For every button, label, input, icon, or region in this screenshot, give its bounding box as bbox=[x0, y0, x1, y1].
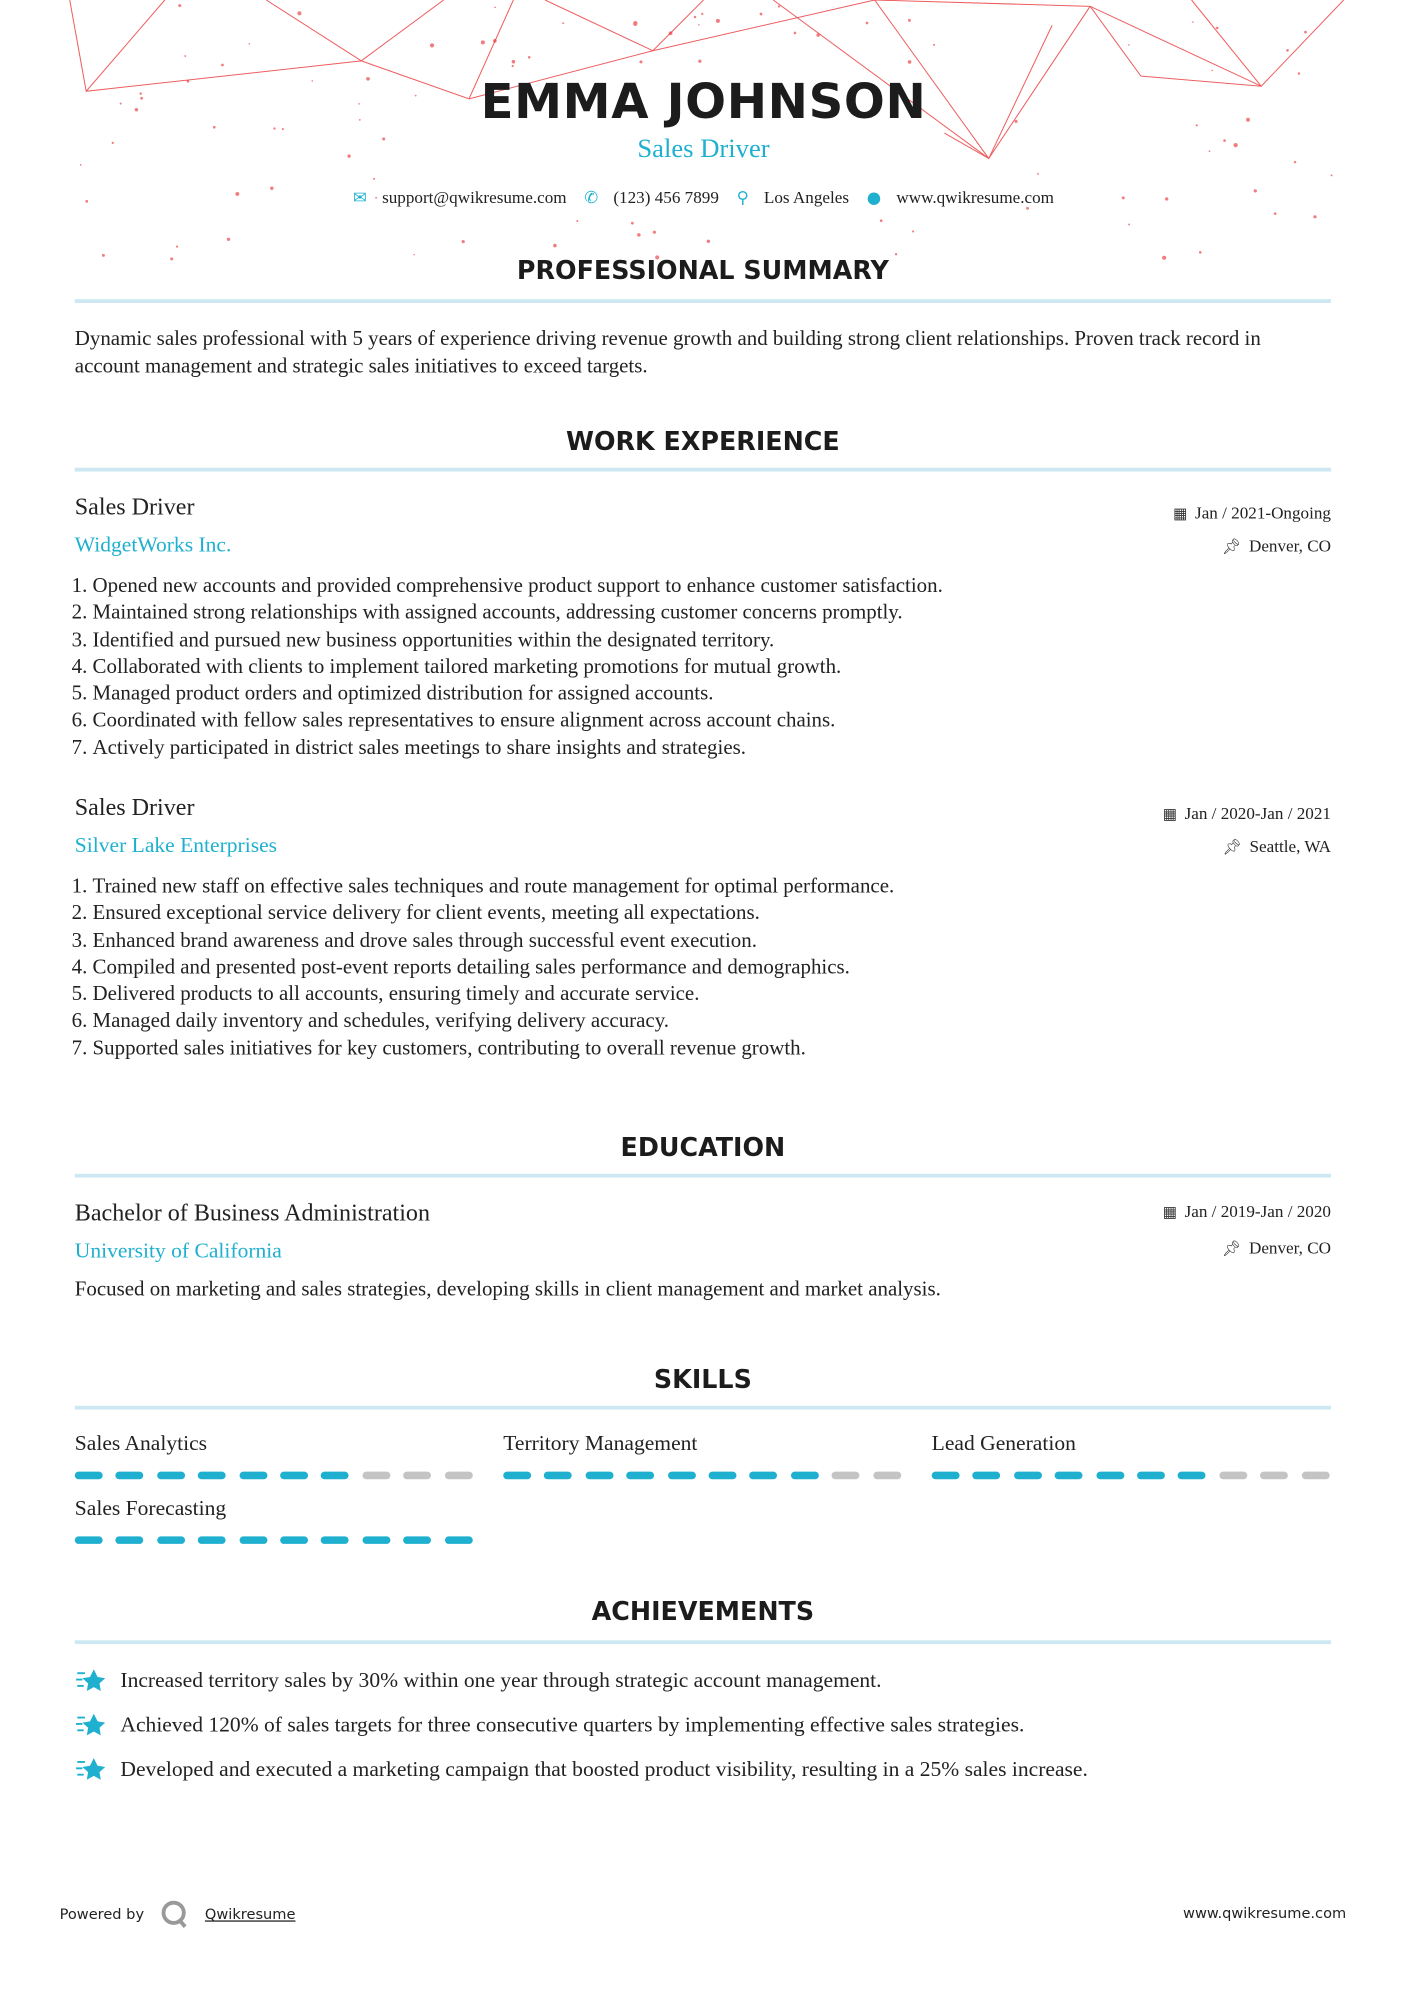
skill-dot-filled bbox=[709, 1472, 737, 1480]
skill-dot-empty bbox=[1260, 1472, 1288, 1480]
map-pin-icon: ⚲ bbox=[736, 188, 749, 208]
skill-dot-filled bbox=[280, 1472, 308, 1480]
section-heading-education: EDUCATION bbox=[620, 1131, 786, 1163]
job-company: Silver Lake Enterprises bbox=[74, 832, 278, 857]
qwikresume-logo-icon bbox=[159, 1899, 189, 1929]
school: University of California bbox=[74, 1238, 282, 1263]
pin-icon: 📌︎ bbox=[1222, 1239, 1242, 1258]
achievement-item: Developed and executed a marketing campaign that boosted product visibility, resulting in a 25% sales increase. bbox=[75, 1754, 1088, 1784]
skill-level-bar bbox=[75, 1536, 474, 1544]
job-dates: ▦ Jan / 2021-Ongoing bbox=[1173, 503, 1331, 523]
skill-dot-empty bbox=[403, 1472, 431, 1480]
skill-dot-filled bbox=[1137, 1472, 1165, 1480]
decor-dot bbox=[373, 178, 375, 180]
pin-icon: 📌︎ bbox=[1222, 837, 1242, 856]
skill-dot-filled bbox=[239, 1536, 267, 1544]
skill-item: Territory Management bbox=[503, 1431, 902, 1479]
decor-dot bbox=[1199, 251, 1202, 254]
decor-dot bbox=[816, 33, 819, 36]
skill-dot-filled bbox=[544, 1472, 572, 1480]
skill-dot-filled bbox=[280, 1536, 308, 1544]
skill-dot-filled bbox=[321, 1536, 349, 1544]
decor-dot bbox=[694, 16, 697, 19]
decor-dot bbox=[249, 43, 251, 45]
list-item: 4. Compiled and presented post-event reports detailing sales performance and demographics. bbox=[93, 953, 1361, 980]
skill-dot-filled bbox=[667, 1472, 695, 1480]
divider bbox=[75, 1406, 1331, 1410]
phone-icon: ✆ bbox=[584, 188, 599, 208]
decor-dot bbox=[707, 240, 710, 243]
globe-icon: ● bbox=[866, 188, 882, 208]
decor-dot bbox=[576, 220, 578, 222]
contact-website[interactable]: ● www.qwikresume.com bbox=[866, 187, 1054, 208]
section-heading-experience: WORK EXPERIENCE bbox=[566, 425, 840, 457]
skill-dot-filled bbox=[791, 1472, 819, 1480]
decor-dot bbox=[631, 222, 634, 225]
job-bullets bbox=[75, 872, 1360, 1061]
decor-dot bbox=[1274, 212, 1277, 215]
job-dates: ▦ Jan / 2020-Jan / 2021 bbox=[1162, 803, 1331, 823]
decor-dot bbox=[866, 22, 869, 25]
skill-dot-filled bbox=[362, 1536, 390, 1544]
job-title: Sales Driver bbox=[74, 794, 195, 822]
decor-dot bbox=[933, 44, 935, 46]
list-item: 3. Identified and pursued new business opportunities within the designated territory. bbox=[93, 626, 1361, 653]
list-item: 3. Enhanced brand awareness and drove sales through successful event execution. bbox=[93, 926, 1361, 953]
decor-dot bbox=[760, 13, 763, 16]
star-icon bbox=[75, 1710, 108, 1740]
education-dates: ▦ Jan / 2019-Jan / 2020 bbox=[1162, 1201, 1331, 1221]
decor-dot bbox=[1286, 49, 1289, 52]
skill-dot-filled bbox=[1055, 1472, 1083, 1480]
decor-dot bbox=[716, 19, 720, 23]
skill-dot-filled bbox=[116, 1472, 144, 1480]
decor-dot bbox=[184, 55, 186, 57]
job-title: Sales Driver bbox=[74, 494, 195, 521]
decor-dot bbox=[553, 244, 557, 248]
decor-dot bbox=[778, 5, 780, 7]
decor-dot bbox=[639, 60, 642, 63]
skill-item: Sales Forecasting bbox=[75, 1496, 474, 1544]
decor-dot bbox=[1037, 173, 1039, 175]
skill-dot-filled bbox=[932, 1472, 960, 1480]
skill-dot-filled bbox=[585, 1472, 613, 1480]
footer-powered-by: Powered by Qwikresume bbox=[60, 1899, 296, 1929]
skill-level-bar bbox=[503, 1472, 902, 1480]
decor-dot bbox=[528, 56, 531, 59]
skill-dot-filled bbox=[750, 1472, 778, 1480]
decor-dot bbox=[430, 43, 434, 47]
decor-dot bbox=[908, 60, 912, 64]
decor-dot bbox=[494, 6, 496, 8]
section-heading-summary: PROFESSIONAL SUMMARY bbox=[516, 254, 889, 286]
contact-email[interactable]: ✉ support@qwikresume.com bbox=[353, 187, 567, 208]
decor-dot bbox=[669, 31, 673, 35]
calendar-icon: ▦ bbox=[1173, 504, 1188, 523]
decor-dot bbox=[1216, 27, 1219, 30]
skill-item: Lead Generation bbox=[932, 1431, 1331, 1479]
section-heading-achievements: ACHIEVEMENTS bbox=[591, 1595, 815, 1627]
list-item: 2. Ensured exceptional service delivery for client events, meeting all expectations. bbox=[93, 899, 1361, 926]
candidate-role: Sales Driver bbox=[637, 133, 770, 164]
contact-bar bbox=[0, 188, 1407, 208]
decor-dot bbox=[481, 40, 485, 44]
skill-dot-empty bbox=[444, 1472, 472, 1480]
decor-dot bbox=[1128, 224, 1130, 226]
skill-dot-empty bbox=[873, 1472, 901, 1480]
contact-phone: ✆ (123) 456 7899 bbox=[584, 187, 719, 208]
decor-dot bbox=[512, 65, 514, 67]
skill-dot-empty bbox=[362, 1472, 390, 1480]
decor-dot bbox=[908, 19, 911, 22]
job-bullets bbox=[75, 572, 1360, 761]
decor-dot bbox=[1192, 21, 1194, 23]
divider bbox=[75, 1174, 1331, 1178]
skill-dot-filled bbox=[198, 1472, 226, 1480]
decor-dot bbox=[794, 32, 797, 35]
decor-dot bbox=[227, 238, 230, 241]
skill-dot-empty bbox=[1301, 1472, 1329, 1480]
footer-website[interactable]: www.qwikresume.com bbox=[1183, 1903, 1347, 1922]
decor-dot bbox=[493, 39, 497, 43]
decor-dot bbox=[880, 219, 883, 222]
decor-dot bbox=[1211, 70, 1213, 72]
decor-dot bbox=[701, 13, 703, 15]
degree: Bachelor of Business Administration bbox=[74, 1200, 431, 1228]
decor-dot bbox=[633, 21, 637, 25]
list-item: 1. Opened new accounts and provided comprehensive product support to enhance customer satisfaction. bbox=[93, 572, 1361, 599]
skill-dot-filled bbox=[75, 1472, 103, 1480]
divider bbox=[75, 299, 1331, 303]
job-company: WidgetWorks Inc. bbox=[74, 532, 232, 557]
list-item: 6. Managed daily inventory and schedules, verifying delivery accuracy. bbox=[93, 1007, 1361, 1034]
section-heading-skills: SKILLS bbox=[653, 1363, 752, 1395]
decor-dot bbox=[637, 233, 641, 237]
list-item: 4. Collaborated with clients to implement tailored marketing promotions for mutual growth. bbox=[93, 653, 1361, 680]
skill-dot-empty bbox=[832, 1472, 860, 1480]
decor-dot bbox=[1313, 215, 1316, 218]
education-description: Focused on marketing and sales strategies, developing skills in client management and market analysis. bbox=[74, 1276, 941, 1301]
job-location: 📌︎ Denver, CO bbox=[1222, 536, 1331, 556]
decor-dot bbox=[176, 245, 178, 247]
envelope-icon: ✉ bbox=[353, 188, 367, 208]
job-location: 📌︎ Seattle, WA bbox=[1222, 836, 1331, 856]
divider bbox=[75, 1640, 1331, 1644]
education-location: 📌︎ Denver, CO bbox=[1222, 1238, 1331, 1258]
decor-dot bbox=[297, 11, 301, 15]
star-icon bbox=[75, 1666, 108, 1696]
skill-item: Sales Analytics bbox=[75, 1431, 474, 1479]
list-item: 2. Maintained strong relationships with assigned accounts, addressing customer concerns promptly. bbox=[93, 599, 1361, 626]
decor-dot bbox=[1128, 44, 1130, 46]
contact-location: ⚲ Los Angeles bbox=[736, 187, 850, 208]
decor-dot bbox=[462, 240, 465, 243]
skill-dot-filled bbox=[157, 1472, 185, 1480]
skill-dot-filled bbox=[503, 1472, 531, 1480]
list-item: 5. Managed product orders and optimized distribution for assigned accounts. bbox=[93, 680, 1361, 707]
decor-dot bbox=[698, 60, 701, 63]
decor-dot bbox=[1331, 174, 1333, 176]
decor-dot bbox=[178, 4, 181, 7]
skill-dot-filled bbox=[1014, 1472, 1042, 1480]
skill-dot-filled bbox=[116, 1536, 144, 1544]
pin-icon: 📌︎ bbox=[1222, 537, 1242, 556]
skill-dot-filled bbox=[626, 1472, 654, 1480]
list-item: 7. Supported sales initiatives for key customers, contributing to overall revenue growth. bbox=[93, 1034, 1361, 1061]
decor-dot bbox=[512, 60, 516, 64]
skill-dot-filled bbox=[403, 1536, 431, 1544]
skill-level-bar bbox=[932, 1472, 1331, 1480]
skill-dot-filled bbox=[157, 1536, 185, 1544]
skill-dot-filled bbox=[1178, 1472, 1206, 1480]
skill-dot-filled bbox=[1096, 1472, 1124, 1480]
calendar-icon: ▦ bbox=[1162, 1202, 1177, 1221]
list-item: 1. Trained new staff on effective sales techniques and route management for optimal performance. bbox=[93, 872, 1361, 899]
summary-text: Dynamic sales professional with 5 years of experience driving revenue growth and building strong client relationships. Proven track record in account management and strategic sales initiatives to exceed targets. bbox=[74, 325, 1261, 378]
star-icon bbox=[75, 1754, 108, 1784]
achievement-item: Achieved 120% of sales targets for three consecutive quarters by implementing effective sales strategies. bbox=[75, 1710, 1025, 1740]
skill-level-bar bbox=[75, 1472, 474, 1480]
qwikresume-link[interactable]: Qwikresume bbox=[204, 1905, 296, 1923]
list-item: 5. Delivered products to all accounts, ensuring timely and accurate service. bbox=[93, 980, 1361, 1007]
skill-dot-filled bbox=[198, 1536, 226, 1544]
decor-dot bbox=[562, 22, 564, 24]
decor-dot bbox=[698, 24, 700, 26]
skill-dot-filled bbox=[321, 1472, 349, 1480]
decor-dot bbox=[1304, 31, 1307, 34]
calendar-icon: ▦ bbox=[1162, 804, 1177, 823]
skill-dot-filled bbox=[444, 1536, 472, 1544]
list-item: 6. Coordinated with fellow sales representatives to ensure alignment across account chains. bbox=[93, 707, 1361, 734]
decor-dot bbox=[221, 64, 224, 67]
skill-dot-filled bbox=[239, 1472, 267, 1480]
achievement-item: Increased territory sales by 30% within one year through strategic account management. bbox=[75, 1666, 882, 1696]
decor-dot bbox=[653, 231, 656, 234]
candidate-name: EMMA JOHNSON bbox=[480, 73, 927, 130]
skill-dot-filled bbox=[75, 1536, 103, 1544]
decor-dot bbox=[912, 230, 914, 232]
skill-dot-filled bbox=[973, 1472, 1001, 1480]
skill-dot-empty bbox=[1219, 1472, 1247, 1480]
list-item: 7. Actively participated in district sales meetings to share insights and strategies. bbox=[93, 734, 1361, 761]
divider bbox=[75, 468, 1331, 472]
